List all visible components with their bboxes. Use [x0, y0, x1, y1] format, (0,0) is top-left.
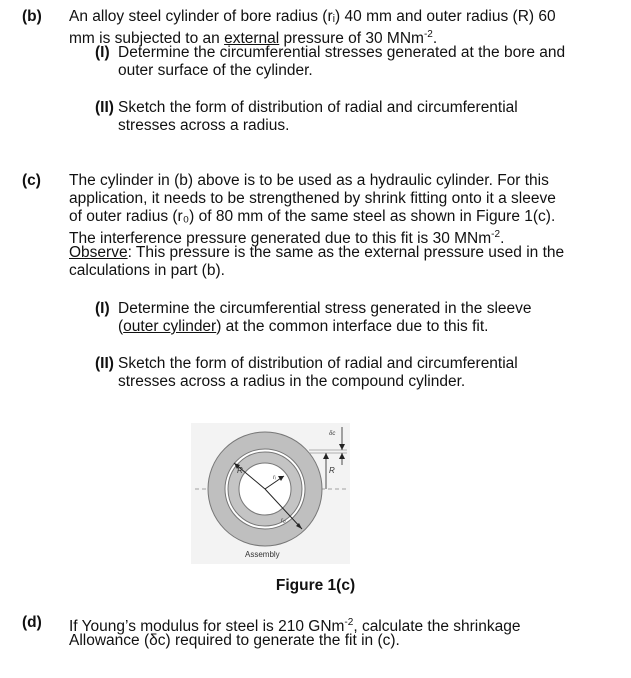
- part-b-I-label: (I): [95, 44, 110, 61]
- part-c-line1: The cylinder in (b) above is to be used as a hydraulic cylinder. For this: [69, 172, 549, 189]
- part-d-label: (d): [22, 614, 42, 631]
- figure-drawing: [191, 423, 350, 564]
- part-b-II-line1: Sketch the form of distribution of radial and circumferential: [118, 99, 518, 116]
- part-c-line3: of outer radius (r₀) of 80 mm of the same steel as shown in Figure 1(c).: [69, 208, 556, 225]
- part-b-II-label: (II): [95, 99, 114, 116]
- part-b-line1: An alloy steel cylinder of bore radius (rᵢ) 40 mm and outer radius (R) 60: [69, 8, 556, 25]
- part-b-I-line2: outer surface of the cylinder.: [118, 62, 313, 79]
- part-d-line1: If Young’s modulus for steel is 210 GNm$^{-2}$, calculate the shrinkage: [69, 617, 521, 636]
- figure-compound-cylinder: [191, 423, 350, 564]
- part-c-line2: application, it needs to be strengthened by shrink fitting onto it a sleeve: [69, 190, 556, 207]
- part-c-line5: Observe: This pressure is the same as the external pressure used in the: [69, 244, 565, 261]
- part-b-label: (b): [22, 8, 42, 25]
- part-c-line6: calculations in part (b).: [69, 262, 225, 279]
- part-b-I-line1: Determine the circumferential stresses generated at the bore and: [118, 44, 566, 61]
- label-ri: rᵢ: [273, 475, 276, 481]
- part-c-I-line2: (outer cylinder) at the common interface due to this fit.: [118, 318, 489, 335]
- label-delta: δc: [329, 431, 336, 437]
- figure-caption: Figure 1(c): [275, 577, 356, 594]
- part-c-II-label: (II): [95, 355, 114, 372]
- label-R: R: [237, 466, 243, 475]
- part-b-II-line2: stresses across a radius.: [118, 117, 290, 134]
- part-c-line4: The interference pressure generated due to this fit is 30 MNm$^{-2}$.: [69, 229, 505, 248]
- part-b-line2: mm is subjected to an external pressure of 30 MNm$^{-2}$.: [69, 29, 438, 48]
- part-c-I-label: (I): [95, 300, 110, 317]
- part-c-I-line1: Determine the circumferential stress generated in the sleeve: [118, 300, 532, 317]
- label-R-right: R: [329, 466, 335, 475]
- part-d-line2: Allowance (δc) required to generate the fit in (c).: [69, 632, 400, 649]
- part-c-label: (c): [22, 172, 41, 189]
- assembly-label: Assembly: [245, 550, 280, 559]
- part-c-II-line1: Sketch the form of distribution of radial and circumferential: [118, 355, 518, 372]
- label-ro: r₀: [281, 518, 286, 524]
- part-c-II-line2: stresses across a radius in the compound cylinder.: [118, 373, 466, 390]
